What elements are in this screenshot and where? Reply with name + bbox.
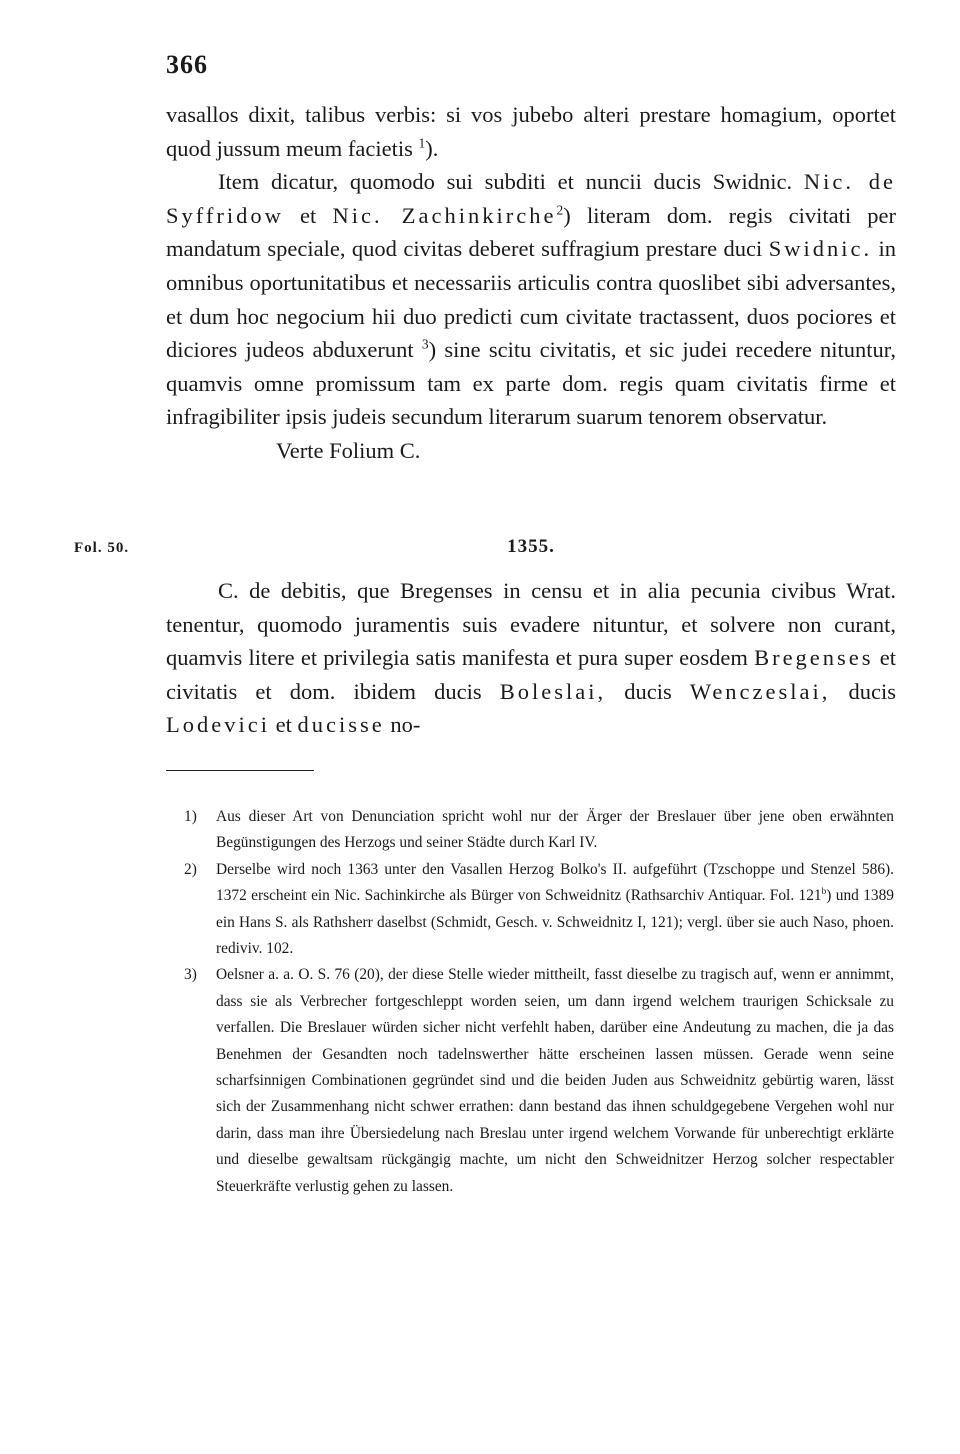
paragraph-3-text-b: et civitatis et dom. ibidem ducis bbox=[166, 645, 896, 704]
person-name-zachinkirche: Nic. Zachinkirche bbox=[332, 202, 557, 228]
footnote-2-sup: b bbox=[821, 886, 827, 897]
margin-folio-note: Fol. 50. bbox=[74, 540, 130, 556]
name-wenczeslai: Wenczeslai, bbox=[689, 678, 831, 704]
name-bregenses: Bregenses bbox=[754, 645, 874, 671]
footnote-2-text-b: ) und 1389 ein Hans S. als Rathsherr daselbst (Schmidt, Gesch. v. Schweidnitz I, 121); vergl. über sie auch Naso, phoen. rediviv. 102. bbox=[216, 887, 894, 958]
main-text-block-2 bbox=[166, 574, 896, 742]
footnote-1-mark: 1) bbox=[184, 808, 197, 825]
paragraph-3-text-e: et bbox=[275, 712, 292, 738]
paragraph-2-text-c: in omnibus oportunitatibus et necessariis articulis contra quoslibet sibi adversantes, et dum hoc negocium hii duo predicti cum civitate tractassent, duos pociores et diciores judeos abduxerunt bbox=[166, 236, 897, 363]
footnote-3-mark: 3) bbox=[184, 966, 197, 984]
name-lodevici: Lodevici bbox=[166, 712, 270, 738]
place-name-swidnic: Swidnic. bbox=[768, 236, 873, 262]
paragraph-2-text-b: ) literam dom. regis civitati per mandatum speciale, quod civitas deberet suffragium prestare duci bbox=[166, 202, 897, 262]
page-number: 366 bbox=[166, 50, 208, 79]
footnotes bbox=[178, 804, 894, 1200]
paragraph-1 bbox=[166, 98, 896, 165]
verte-folium-note: Verte Folium C. bbox=[276, 437, 421, 463]
footnote-ref-2: 2 bbox=[556, 202, 564, 218]
name-boleslai: Boleslai, bbox=[499, 678, 607, 704]
footnote-2-mark: 2) bbox=[184, 860, 197, 878]
paragraph-2-text-d: ) sine scitu civitatis, et sic judei recedere nituntur, quamvis omne promissum tam ex parte dom. regis quam civitatis firme et infragibiliter ipsis judeis secundum literarum suarum tenorem observatur. bbox=[166, 337, 897, 430]
paragraph-3 bbox=[166, 574, 896, 742]
footnote-ref-3: 3 bbox=[421, 336, 429, 352]
paragraph-3-text-d: ducis bbox=[848, 678, 897, 704]
paragraph-2-text-a: Item dicatur, quomodo sui subditi et nuncii ducis Swidnic. bbox=[218, 169, 793, 195]
footnote-3 bbox=[178, 962, 894, 1200]
footnote-1 bbox=[178, 804, 894, 857]
footnote-1-text: Aus dieser Art von Denunciation spricht wohl nur der Ärger der Breslauer über jene oben erwähnten Begünstigungen des Herzogs und seiner Städte durch Karl IV. bbox=[216, 808, 894, 852]
person-name-syffridow: Nic. de Syffridow bbox=[166, 169, 896, 228]
paragraph-3-text-a: C. de debitis, que Bregenses in censu et in alia pecunia civibus Wrat. tenentur, quomodo juramentis suis evadere nituntur, et solvere non curant, quamvis litere et privilegia satis manifesta et pura super eosdem bbox=[166, 578, 896, 671]
name-ducisse: ducisse bbox=[297, 712, 385, 738]
footnote-3-text: Oelsner a. a. O. S. 76 (20), der diese Stelle wieder mittheilt, fasst dieselbe zu tragisch auf, wenn er annimmt, dass sie als Verbrecher fortgeschleppt worden seien, um dann irgend welchem traurigen Schicksale zu verfallen. Die Breslauer würden sicher nicht verfehlt haben, darüber eine Andeutung zu machen, die ja das Benehmen der Gesandten noch tadelnswerther hätte erscheinen lassen müssen. Gerade wenn seine scharfsinnigen Combinationen gegründet sind und die beiden Juden aus Schweidnitz gebürtig waren, lässt sich der Zusammenhang nicht schwer errathen: dann bestand das ihnen schuldgegebene Vergehen wohl nur darin, dass man ihre Übersiedelung nach Breslau unter irgend welchem Vorwande für unberechtigt erklärte und dieselbe gewaltsam rückgängig machte, um nicht den Schweidnitzer Herzog solcher respectabler Steuerkräfte verlustig gehen zu lassen. bbox=[216, 966, 894, 1195]
footnote-2 bbox=[178, 857, 894, 963]
section-year-heading: 1355. bbox=[507, 536, 555, 557]
paragraph-3-text-f: no- bbox=[390, 712, 421, 738]
paragraph-2 bbox=[166, 165, 896, 434]
main-text-block-1 bbox=[166, 98, 896, 468]
paragraph-3-text-c: ducis bbox=[624, 678, 672, 704]
paragraph-2-et: et bbox=[300, 202, 317, 228]
paragraph-1-end: ). bbox=[425, 135, 439, 161]
footnote-2-text-a: Derselbe wird noch 1363 unter den Vasallen Herzog Bolko's II. aufgeführt (Tzschoppe und Stenzel 586). 1372 erscheint ein Nic. Sachinkirche als Bürger von Schweidnitz (Rathsarchiv Antiquar. Fol. 121 bbox=[216, 860, 894, 905]
footnote-divider bbox=[166, 770, 314, 771]
paragraph-1-text: vasallos dixit, talibus verbis: si vos jubebo alteri prestare homagium, oportet quod jussum meum facietis bbox=[166, 102, 896, 161]
footnote-ref-1: 1 bbox=[418, 135, 426, 151]
